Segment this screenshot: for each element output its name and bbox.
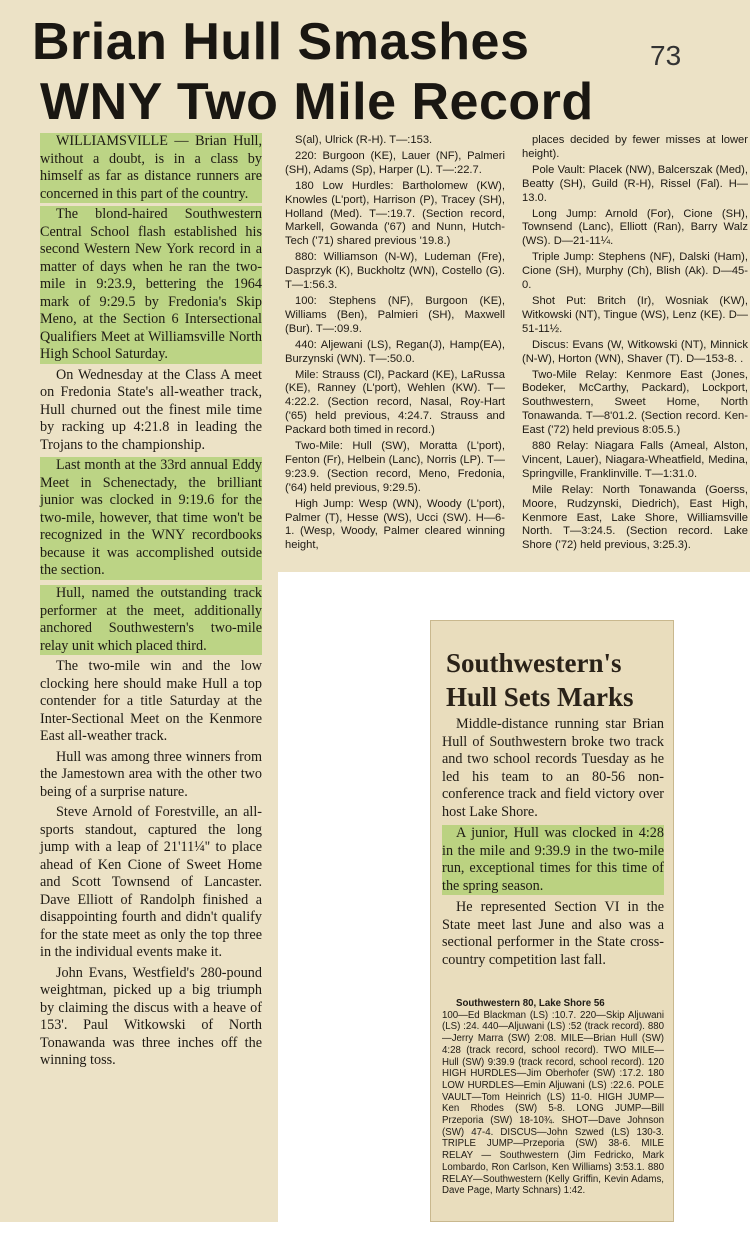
result-entry: 100: Stephens (NF), Burgoon (KE), Williams (Ben), Palmieri (SH), Maxwell (Bur). T—:09.9.	[285, 294, 505, 335]
result-entry: 180 Low Hurdles: Bartholomew (KW), Knowles (L'port), Harrison (P), Tracey (SH), Holland (Med). T—:19.7. (Section record, Markell, Gowanda ('67) and Nunn, Hutch-Tech ('71) shared previous '19.8.)	[285, 179, 505, 248]
result-entry: Mile Relay: North Tonawanda (Goerss, Moore, Rudzynski, Diedrich), East High, Kenmore East, Lake Shore, Williamsville North. T—3:24.5. (Section record. Lake Shore ('72) held previous, 3:25.3).	[522, 483, 748, 552]
meet-results-box	[442, 998, 664, 1197]
result-entry: Discus: Evans (W, Witkowski (NT), Minnick (N-W), Horton (WN), Shaver (T). D—153-8. .	[522, 338, 748, 365]
result-entry: places decided by fewer misses at lower height).	[522, 134, 748, 160]
result-entry: Two-Mile: Hull (SW), Moratta (L'port), Fenton (Fr), Helbein (Lanc), Norris (LP). T—9:23.9. (Section record, Meno, Fredonia, ('64) held previous, 9:29.5).	[285, 440, 505, 494]
result-entry: Two-Mile Relay: Kenmore East (Jones, Bodeker, McCarthy, Packard), Lockport, Southwestern, Sweet Home, North Tonawanda. T—8'01.2. (Section record. Ken-East ('72) held previous 8:05.5.)	[522, 368, 748, 437]
paragraph: Last month at the 33rd annual Eddy Meet in Schenectady, the brilliant junior was clocked in 9:19.6 for the two-mile, however, that time won't be recognized in the WNY recordbooks because it was accomplished outside the section.	[40, 457, 262, 578]
result-entry: 220: Burgoon (KE), Lauer (NF), Palmeri (SH), Adams (Sp), Harper (L). T—:22.7.	[285, 149, 505, 176]
paragraph: He represented Section VI in the State meet last June and also was a sectional performer in the State cross-country competition last fall.	[442, 899, 664, 968]
results-heading: Southwestern 80, Lake Shore 56	[456, 998, 605, 1009]
result-entry: Mile: Strauss (Cl), Packard (KE), LaRussa (KE), Ranney (L'port), Wehlen (KW). T—4:22.2. (Section record, Nasal, Roy-Hart ('65) held previous, 4:24.7. Strauss and Packard both timed in record.)	[285, 368, 505, 437]
results-body: 100—Ed Blackman (LS) :10.7. 220—Skip Aljuwani (LS) :24. 440—Aljuwani (LS) :52 (track record). 880—Jerry Marra (SW) 2:08. MILE—Brian Hull (SW) 4:28 (track record, school record). TWO MILE—Hull (SW) 9:39.9 (track record, school record). 120 HIGH HURDLES—Jim Oberhofer (SW) :17.2. 180 LOW HURDLES—Emin Aljuwani (LS) :22.6. POLE VAULT—Tom Heinrich (LS) 11-0. HIGH JUMP—Ken Rhodes (SW) 5-8. LONG JUMP—Bill Przeporia (SW) 18-10¾. SHOT—Dave Johnson (SW) 47-4. DISCUS—John Szwed (LS) 130-3. TRIPLE JUMP—Przeporia (SW) 38-6. MILE RELAY — Southwestern (Jim Fedricko, Mark Lombardo, Ron Carlson, Ken Williams) 3:53.1. 880 RELAY—Southwestern (Kelly Griffin, Kevin Adams, Dave Page, Marty Schnars) 1:42.	[442, 1009, 664, 1197]
article-column-1	[40, 133, 262, 583]
paragraph: John Evans, Westfield's 280-pound weightman, picked up a big triumph by claiming the discus with a heave of 153'. Paul Witkowski of North Tonawanda was three inches off the winning toss.	[40, 964, 262, 1068]
headline-line2: WNY Two Mile Record	[40, 73, 594, 131]
paragraph: The blond-haired Southwestern Central School flash established his second Western New York record in a matter of days when he ran the two-mile in 9:23.9, bettering the 1964 mark of 9:29.5 by Fredonia's Skip Meno, at the Section 6 Intersectional Qualifiers Meet at Williamsville North High School Saturday.	[40, 206, 262, 362]
paragraph: WILLIAMSVILLE — Brian Hull, without a doubt, is in a class by himself as far as distance runners are concerned in this part of the country.	[40, 133, 262, 202]
paragraph: A junior, Hull was clocked in 4:28 in the mile and 9:39.9 in the two-mile run, exceptional times for this time of the spring season.	[442, 825, 664, 894]
second-headline	[446, 646, 664, 714]
results-column-2	[285, 134, 505, 555]
paragraph: The two-mile win and the low clocking here should make Hull a top contender for a title Saturday at the Inter-Sectional Meet on the Kenmore East all-weather track.	[40, 658, 262, 744]
headline-line1: Brian Hull Smashes	[32, 13, 530, 71]
result-entry: S(al), Ulrick (R-H). T—:153.	[295, 134, 433, 146]
paragraph: Steve Arnold of Forestville, an all-sports standout, captured the long jump with a leap of 21'11¼'' to place ahead of Ken Cione of Sweet Home and Scott Townsend of Lancaster. Dave Elliott of Randolph finished a disappointing fourth and didn't qualify for the state meet as only the top three in the individual events make it.	[40, 804, 262, 960]
result-entry: 440: Aljewani (LS), Regan(J), Hamp(EA), Burzynski (WN). T—:50.0.	[285, 338, 505, 365]
result-entry: 880: Williamson (N-W), Ludeman (Fre), Dasprzyk (K), Buckholtz (WN), Costello (G). T—1:56.3.	[285, 251, 505, 292]
result-entry: 880 Relay: Niagara Falls (Ameal, Alston, Vincent, Lauer), Niagara-Wheatfield, Medina, Springville, Franklinville. T—1:31.0.	[522, 440, 748, 480]
paragraph: Hull, named the outstanding track performer at the meet, additionally anchored Southwestern's two-mile relay unit which placed third.	[40, 585, 262, 654]
result-entry: Long Jump: Arnold (For), Cione (SH), Townsend (Lanc), Elliott (Ran), Barry Walz (WS). D—21-11¼.	[522, 207, 748, 248]
result-entry: Shot Put: Britch (Ir), Wosniak (KW), Witkowski (NT), Tingue (WS), Lenz (KE). D—51-11½.	[522, 294, 748, 335]
result-entry: Pole Vault: Placek (NW), Balcerszak (Med), Beatty (SH), Guild (R-H), Rissel (Fal). H—13.0.	[522, 163, 748, 204]
paragraph: Middle-distance running star Brian Hull of Southwestern broke two track and two school records Tuesday as he led his team to an 80-56 non-conference track and field victory over host Lake Shore.	[442, 716, 664, 820]
paragraph: Hull was among three winners from the Jamestown area with the other two being of a surprise nature.	[40, 748, 262, 800]
result-entry: Triple Jump: Stephens (NF), Dalski (Ham), Cione (SH), Murphy (Ch), Blish (Ak). D—45-0.	[522, 251, 748, 292]
second-headline-line2: Hull Sets Marks	[446, 682, 634, 712]
result-entry: High Jump: Wesp (WN), Woody (L'port), Palmer (T), Hesse (WS), Ucci (SW). H—6-1. (Wesp, Woody, Palmer cleared winning height,	[285, 497, 505, 552]
second-article-body	[442, 716, 664, 973]
second-headline-line1: Southwestern's	[446, 648, 622, 678]
paragraph: On Wednesday at the Class A meet on Fredonia State's all-weather track, Hull churned out the finest mile time by racking up 4:21.8 in leading the Trojans to the championship.	[40, 366, 262, 453]
article-column-1-continued	[40, 585, 262, 1073]
results-column-3	[522, 134, 748, 555]
handwritten-page-number: 73	[650, 40, 682, 71]
